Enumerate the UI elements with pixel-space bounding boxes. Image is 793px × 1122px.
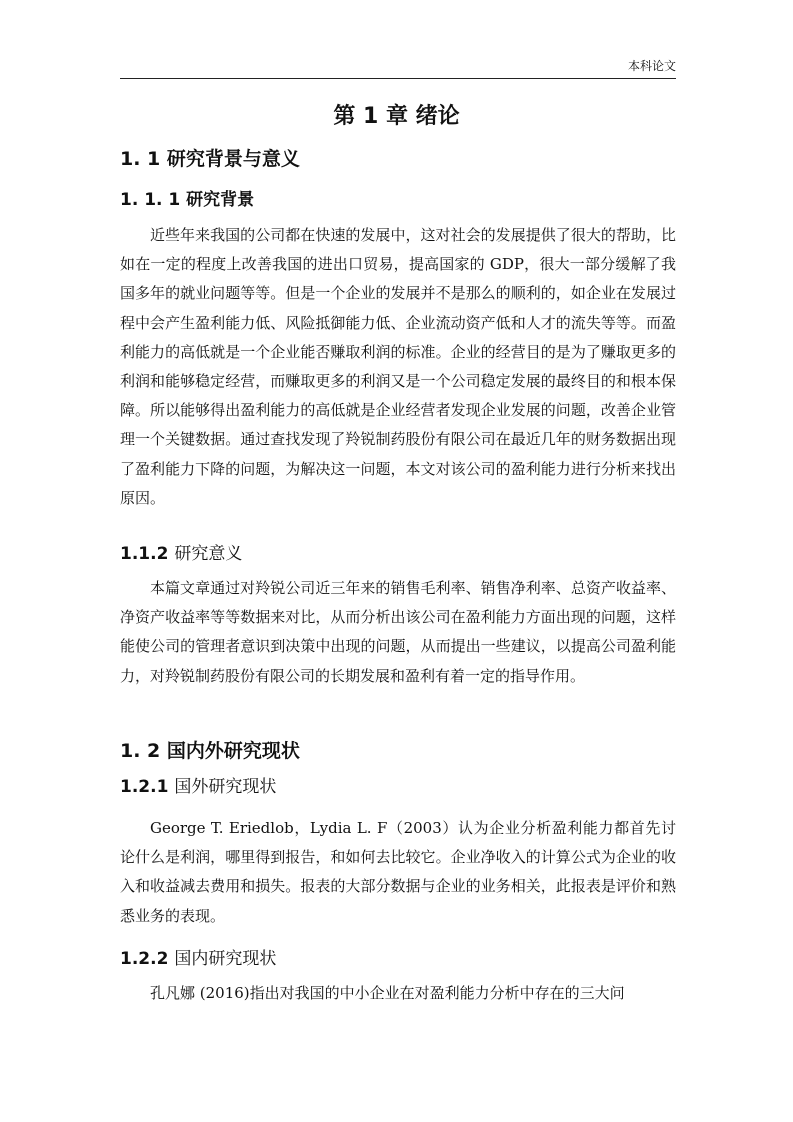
subsection-heading-1-2-2	[120, 946, 276, 972]
running-header-title: 本科论文	[627, 59, 676, 73]
paragraph-domestic-research: 孔凡娜 (2016)指出对我国的中小企业在对盈利能力分析中存在的三大问	[150, 984, 625, 1002]
subsection-number: 1.2.2	[120, 949, 169, 969]
subsection-heading-1-1-1: 1. 1. 1 研究背景	[120, 190, 255, 210]
paragraph-research-background: 近些年来我国的公司都在快速的发展中，这对社会的发展提供了很大的帮助，比如在一定的程度上改善我国的进出口贸易，提高国家的 GDP，很大一部分缓解了我国多年的就业问题等等。但是一个企业的发展并不是那么的顺利的，如企业在发展过程中会产生盈利能力低、风险抵御能力低、企业流动资产低和人才的流失等等。而盈利能力的高低就是一个企业能否赚取利润的标准。企业的经营目的是为了赚取更多的利润和能够稳定经营，而赚取更多的利润又是一个公司稳定发展的最终目的和根本保障。所以能够得出盈利能力的高低就是企业经营者发现企业发展的问题，改善企业管理一个关键数据。通过查找发现了羚锐制药股份有限公司在最近几年的财务数据出现了盈利能力下降的问题，为解决这一问题，本文对该公司的盈利能力进行分析来找出原因。	[120, 226, 676, 507]
subsection-heading-1-2-1	[120, 774, 276, 800]
subsection-label: 研究意义	[174, 544, 243, 564]
chapter-title: 第 1 章 绪论	[333, 104, 460, 129]
subsection-number: 1.1.2	[120, 544, 169, 564]
subsection-heading-1-1-2	[120, 541, 242, 567]
section-heading-1-2: 1. 2 国内外研究现状	[120, 740, 300, 762]
subsection-number: 1.2.1	[120, 777, 169, 797]
section-heading-1-1: 1. 1 研究背景与意义	[120, 148, 300, 170]
subsection-label: 国外研究现状	[174, 777, 277, 797]
paragraph-foreign-research: George T. Eriedlob，Lydia L. F（2003）认为企业分析盈利能力都首先讨论什么是利润，哪里得到报告，和如何去比较它。企业净收入的计算公式为企业的收入和收益减去费用和损失。报表的大部分数据与企业的业务相关，此报表是评价和熟悉业务的表现。	[120, 819, 676, 925]
subsection-label: 国内研究现状	[174, 949, 277, 969]
paragraph-research-significance: 本篇文章通过对羚锐公司近三年来的销售毛利率、销售净利率、总资产收益率、净资产收益率等等数据来对比，从而分析出该公司在盈利能力方面出现的问题，这样能使公司的管理者意识到决策中出现的问题，从而提出一些建议，以提高公司盈利能力，对羚锐制药股份有限公司的长期发展和盈利有着一定的指导作用。	[120, 579, 676, 685]
running-header	[120, 56, 676, 79]
